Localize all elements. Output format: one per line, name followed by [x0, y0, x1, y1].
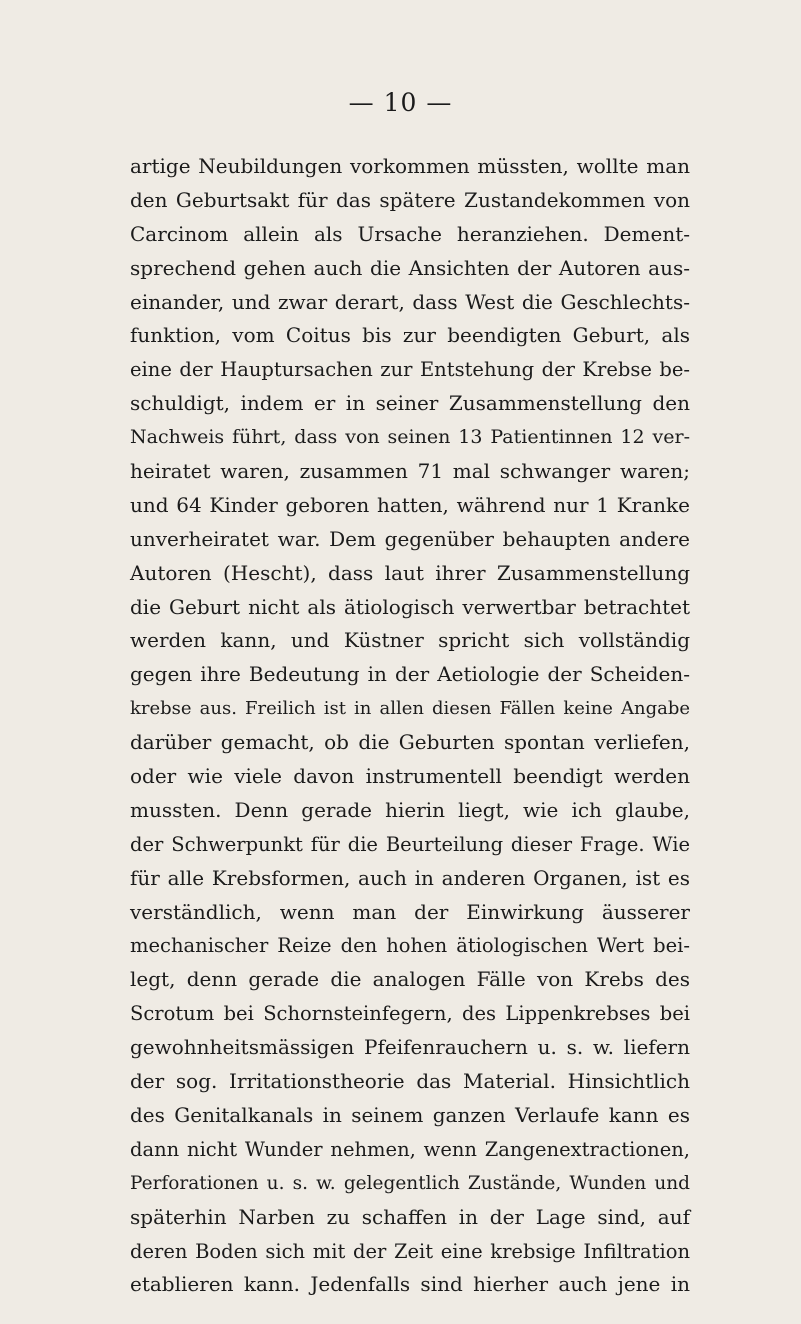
text-line: werden kann, und Küstner spricht sich vollständig: [130, 628, 690, 653]
text-line: Autoren (Hescht), dass laut ihrer Zusammenstellung: [130, 560, 690, 585]
text-line: deren Boden sich mit der Zeit eine krebsige Infiltration: [130, 1239, 690, 1263]
text-line: dann nicht Wunder nehmen, wenn Zangenextractionen,: [130, 1137, 690, 1161]
text-line: Perforationen u. s. w. gelegentlich Zustände, Wunden und: [130, 1172, 690, 1194]
text-line: Nachweis führt, dass von seinen 13 Patientinnen 12 ver-: [130, 426, 690, 449]
text-line: funktion, vom Coitus bis zur beendigten Geburt, als: [130, 323, 690, 348]
text-line: Carcinom allein als Ursache heranziehen. Dement-: [130, 221, 690, 246]
text-line: gewohnheitsmässigen Pfeifenrauchern u. s. w. liefern: [130, 1035, 690, 1060]
text-line: verständlich, wenn man der Einwirkung äusserer: [130, 899, 690, 924]
text-line: den Geburtsakt für das spätere Zustandekommen von: [130, 187, 690, 212]
body-text: [130, 150, 690, 1302]
text-line: krebse aus. Freilich ist in allen diesen Fällen keine Angabe: [130, 698, 690, 720]
text-line: der Schwerpunkt für die Beurteilung dieser Frage. Wie: [130, 832, 690, 856]
text-line: etablieren kann. Jedenfalls sind hierher auch jene in: [130, 1272, 690, 1297]
text-line: späterhin Narben zu schaffen in der Lage sind, auf: [130, 1204, 690, 1229]
text-line: die Geburt nicht als ätiologisch verwertbar betrachtet: [130, 594, 690, 619]
text-line: schuldigt, indem er in seiner Zusammenstellung den: [130, 391, 690, 416]
text-line: heiratet waren, zusammen 71 mal schwanger waren;: [130, 459, 690, 484]
text-line: Scrotum bei Schornsteinfegern, des Lippenkrebses bei: [130, 1002, 690, 1026]
text-line: artige Neubildungen vorkommen müssten, wollte man: [130, 154, 690, 178]
text-line: für alle Krebsformen, auch in anderen Organen, ist es: [130, 865, 690, 890]
text-line: sprechend gehen auch die Ansichten der Autoren aus-: [130, 255, 690, 280]
text-line: mechanischer Reize den hohen ätiologischen Wert bei-: [130, 934, 690, 958]
text-line: eine der Hauptursachen zur Entstehung der Krebse be-: [130, 358, 690, 382]
text-line: mussten. Denn gerade hierin liegt, wie ich glaube,: [130, 797, 690, 822]
text-line: darüber gemacht, ob die Geburten spontan verliefen,: [130, 730, 690, 755]
page-number: — 10 —: [348, 88, 453, 117]
text-line: oder wie viele davon instrumentell beendigt werden: [130, 764, 690, 789]
text-line: und 64 Kinder geboren hatten, während nur 1 Kranke: [130, 492, 690, 517]
text-line: unverheiratet war. Dem gegenüber behaupten andere: [130, 526, 690, 551]
text-line: einander, und zwar derart, dass West die Geschlechts-: [130, 289, 690, 314]
text-line: des Genitalkanals in seinem ganzen Verlaufe kann es: [130, 1102, 690, 1127]
text-line: legt, denn gerade die analogen Fälle von Krebs des: [130, 967, 690, 992]
text-line: gegen ihre Bedeutung in der Aetiologie der Scheiden-: [130, 662, 690, 687]
text-line: der sog. Irritationstheorie das Material. Hinsichtlich: [130, 1069, 690, 1094]
